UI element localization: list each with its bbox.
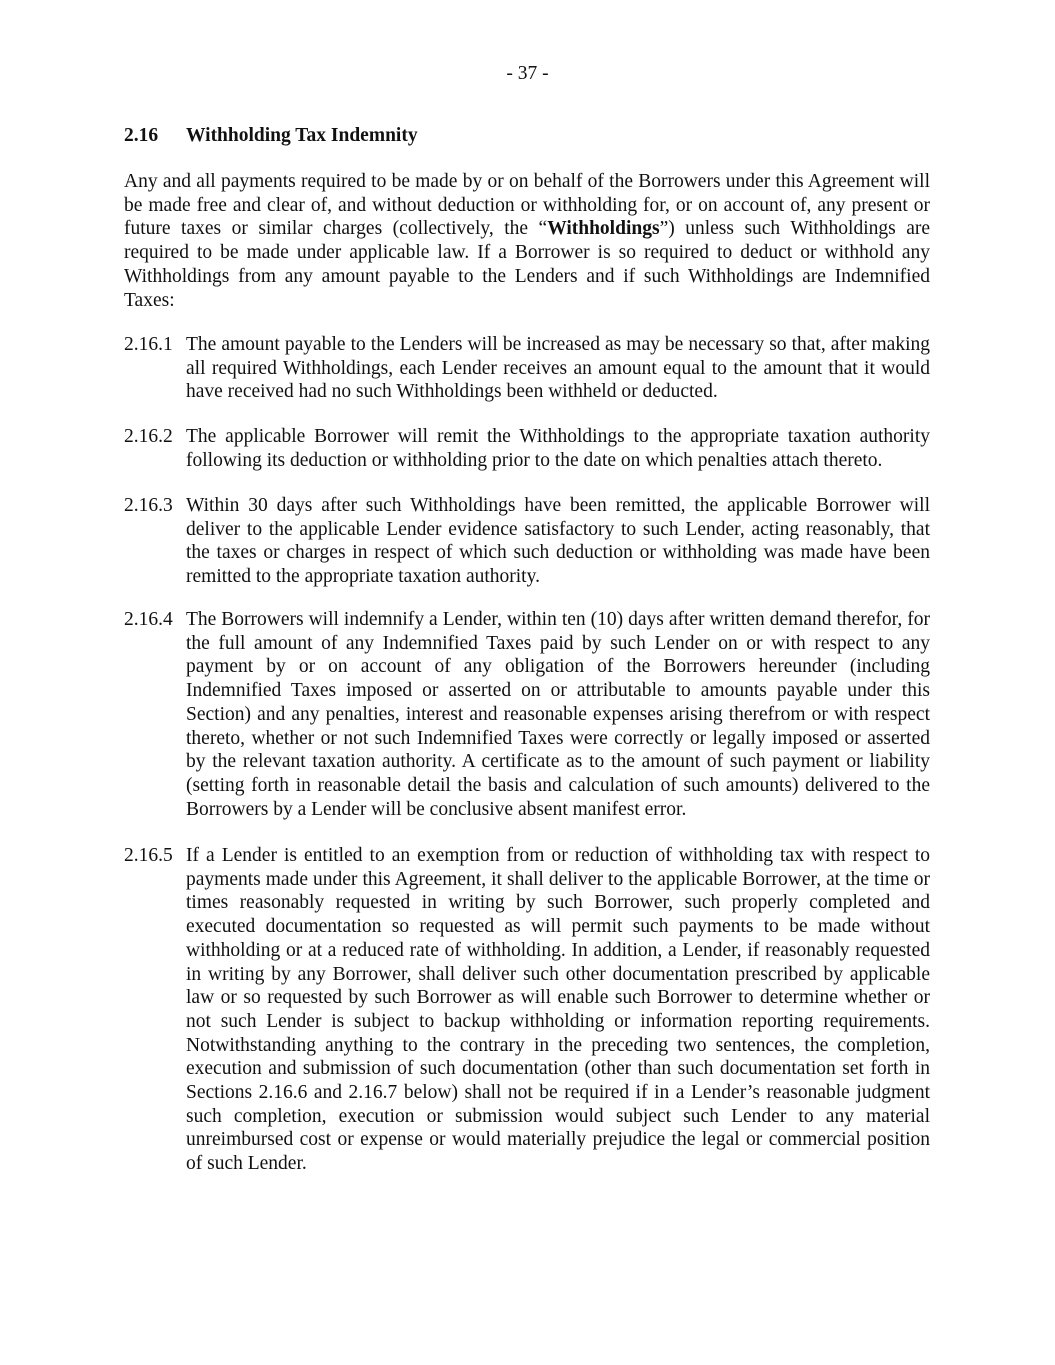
clause-number: 2.16.1 xyxy=(124,334,173,355)
clause-text: The applicable Borrower will remit the Withholdings to the appropriate taxation authority following its deduction or withholding prior to the date on which penalties attach thereto. xyxy=(186,426,930,471)
clause-text: Within 30 days after such Withholdings have been remitted, the applicable Borrower will deliver to the applicable Lender evidence satisfactory to such Lender, acting reasonably, that the taxes or charges in respect of which such deduction or withholding was made have been remitted to the appropriate taxation authority. xyxy=(186,495,930,588)
clause-number: 2.16.5 xyxy=(124,845,173,866)
clause-number: 2.16.3 xyxy=(124,495,173,516)
intro-text-after: ”) unless such Withholdings are required to be made under applicable law. If a Borrower is so required to deduct or withhold any Withholdings from any amount payable to the Lenders and if such Withholdings are Indemnified Taxes: xyxy=(124,218,930,311)
intro-text-before: Any and all payments required to be made by or on behalf of the Borrowers under this Agreement will be made free and clear of, and without deduction or withholding for, or on account of, any present or future taxes or similar charges (collectively, the “ xyxy=(124,171,930,240)
section-number: 2.16 xyxy=(124,125,159,146)
clause-text: The Borrowers will indemnify a Lender, within ten (10) days after written demand therefor, for the full amount of any Indemnified Taxes paid by such Lender on or with respect to any payment by or on account of any obligation of the Borrowers hereunder (including Indemnified Taxes imposed or asserted on or attributable to amounts payable under this Section) and any penalties, interest and reasonable expenses arising therefrom or with respect thereto, whether or not such Indemnified Taxes were correctly or legally imposed or asserted by the relevant taxation authority. A certificate as to the amount of such payment or liability (setting forth in reasonable detail the basis and calculation of such amounts) delivered to the Borrowers by a Lender will be conclusive absent manifest error. xyxy=(186,609,930,820)
section-title: Withholding Tax Indemnity xyxy=(186,125,418,146)
clause-2-16-2 xyxy=(124,425,930,472)
clause-number: 2.16.4 xyxy=(124,609,173,630)
clause-2-16-3 xyxy=(124,494,930,589)
defined-term-withholdings: Withholdings xyxy=(547,218,660,240)
section-heading xyxy=(124,124,418,148)
section-intro-paragraph xyxy=(124,170,930,312)
clause-2-16-1 xyxy=(124,333,930,404)
clause-number: 2.16.2 xyxy=(124,426,173,447)
clause-2-16-5 xyxy=(124,844,930,1176)
clause-2-16-4 xyxy=(124,608,930,821)
page-number: - 37 - xyxy=(506,63,549,84)
clause-text: If a Lender is entitled to an exemption from or reduction of withholding tax with respect to payments made under this Agreement, it shall deliver to the applicable Borrower, at the time or times reasonably requested in writing by such Borrower, such properly completed and executed documentation so requested as will permit such payments to be made without withholding or at a reduced rate of withholding. In addition, a Lender, if reasonably requested in writing by any Borrower, shall deliver such other documentation prescribed by applicable law or so requested by such Borrower as will enable such Borrower to determine whether or not such Lender is subject to backup withholding or information reporting requirements. Notwithstanding anything to the contrary in the preceding two sentences, the completion, execution and submission of such documentation (other than such documentation set forth in Sections 2.16.6 and 2.16.7 below) shall not be required if in a Lender’s reasonable judgment such completion, execution or submission would subject such Lender to any material unreimbursed cost or expense or would materially prejudice the legal or commercial position of such Lender. xyxy=(186,845,930,1175)
clause-text: The amount payable to the Lenders will be increased as may be necessary so that, after making all required Withholdings, each Lender receives an amount equal to the amount that it would have received had no such Withholdings been withheld or deducted. xyxy=(186,334,930,403)
